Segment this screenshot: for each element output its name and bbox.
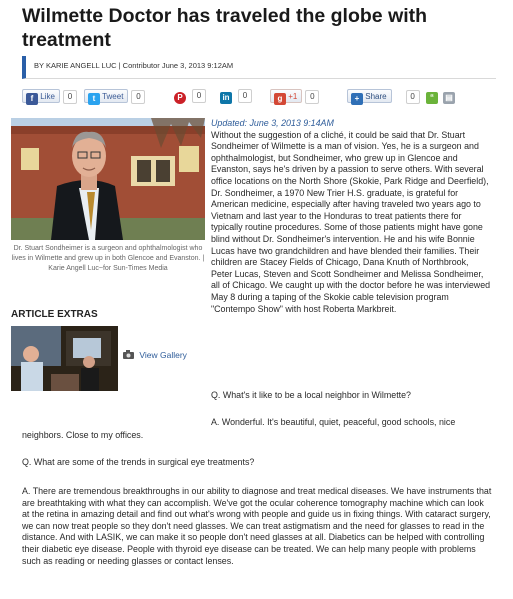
pinterest-icon[interactable]: P (174, 92, 186, 104)
google-plus-button[interactable] (270, 89, 302, 103)
gplus-count: 0 (305, 90, 319, 104)
gallery-thumbnail[interactable] (11, 326, 118, 391)
doctor-photo (11, 118, 205, 240)
like-count: 0 (63, 90, 77, 104)
question-1: Q. What's it like to be a local neighbor in Wilmette? (211, 390, 411, 400)
answer-1-line1: A. Wonderful. It's beautiful, quiet, peaceful, good schools, nice (211, 417, 456, 427)
like-label: Like (40, 92, 55, 101)
updated-timestamp: Updated: June 3, 2013 9:14AM (211, 118, 334, 128)
gplus-label: +1 (288, 92, 298, 101)
pin-count: 0 (192, 89, 206, 103)
view-gallery-link[interactable] (123, 350, 187, 360)
linkedin-count: 0 (238, 89, 252, 103)
tweet-widget (84, 89, 145, 103)
print-icon[interactable]: ▤ (443, 89, 455, 103)
answer-1-line2: neighbors. Close to my offices. (22, 430, 144, 440)
google-plus-icon: g (274, 93, 286, 105)
pinterest-widget (174, 89, 206, 103)
photo-caption: Dr. Stuart Sondheimer is a surgeon and ophthalmologist who lives in Wilmette and grew up in both Glencoe and Evanston. | Karie Angell Luc~for Sun-Times Media (11, 245, 205, 272)
facebook-like-widget (22, 89, 77, 103)
share-toolbar (22, 89, 492, 105)
article-extras-heading: ARTICLE EXTRAS (11, 309, 98, 320)
quote-icon[interactable]: “ (426, 89, 438, 103)
byline-bar (22, 56, 496, 79)
share-label: Share (365, 92, 387, 101)
question-2: Q. What are some of the trends in surgical eye treatments? (22, 457, 255, 467)
linkedin-widget (220, 89, 252, 103)
gallery-thumbnail-image (11, 326, 118, 391)
linkedin-icon[interactable]: in (220, 92, 232, 104)
share-widget (347, 89, 420, 103)
byline: BY KARIE ANGELL LUC | Contributor June 3, 2013 9:12AM (34, 61, 234, 70)
tweet-button[interactable] (84, 89, 128, 103)
lead-paragraph: Without the suggestion of a cliché, it could be said that Dr. Stuart Sondheimer of Wilmette is a man of vision. Yes, he is a surgeon and ophthalmologist, but Sondheimer, who grew up in Glencoe and Evanston, says he's driven by a passion to serve others. With several office locations on the North Shore (Skokie, Park Ridge and Deerfield), Dr. Sondheimer, a 1970 New Trier H.S. graduate, is grateful for American medicine, especially after having traveled two years ago to Vietnam and last year to the Honduras to treat patients there for typically routine procedures. Some of those patients might have gone blind without Dr. Sondheimer's intervention. He and his wife Bonnie Lucas have two grandchildren and have blended their families. Their children are Stacey Fields of Chicago, Dana Knuth of Northbrook, Peter Lucas, Steven and Scott Sondheimer and Melissa Sondheimer, all of Chicago. We caught up with the doctor before he was interviewed May 8 during a taping of the Skokie cable television program "Contempo Show" with host Roberta Markbreit. (211, 129, 491, 314)
facebook-icon: f (26, 93, 38, 105)
camera-icon (123, 350, 134, 359)
view-gallery-label: View Gallery (139, 350, 187, 360)
google-plus-widget (270, 89, 319, 103)
tweet-count: 0 (131, 90, 145, 104)
article-headline: Wilmette Doctor has traveled the globe with treatment (22, 5, 428, 51)
tweet-label: Tweet (102, 92, 124, 101)
share-plus-icon: + (351, 93, 363, 105)
share-button[interactable] (347, 89, 392, 103)
twitter-icon: t (88, 93, 100, 105)
share-count: 0 (406, 90, 420, 104)
answer-2: A. There are tremendous breakthroughs in our ability to diagnose and treat medical diseases. We have instruments that are breathtaking with what they can accomplish. We've got the ocular coherence tomography machine which can look at the retina in amazing detail and find out what's wrong with people and guide us in fixing things. With cataract surgery, we can now treat people so they don't need glasses. We can treat astigmatism and the need for glasses to read in the distance. And with LASIK, we can make it so people don't need glasses at all. Diabetics can be helped with controlling their diabetic eye disease. People with thyroid eye disease can be treated. We can help many people with problems such as reading or needing glasses or contact lenses. (22, 486, 492, 566)
facebook-like-button[interactable] (22, 89, 60, 103)
article-lead (211, 118, 491, 315)
doctor-photo-image (11, 118, 205, 240)
